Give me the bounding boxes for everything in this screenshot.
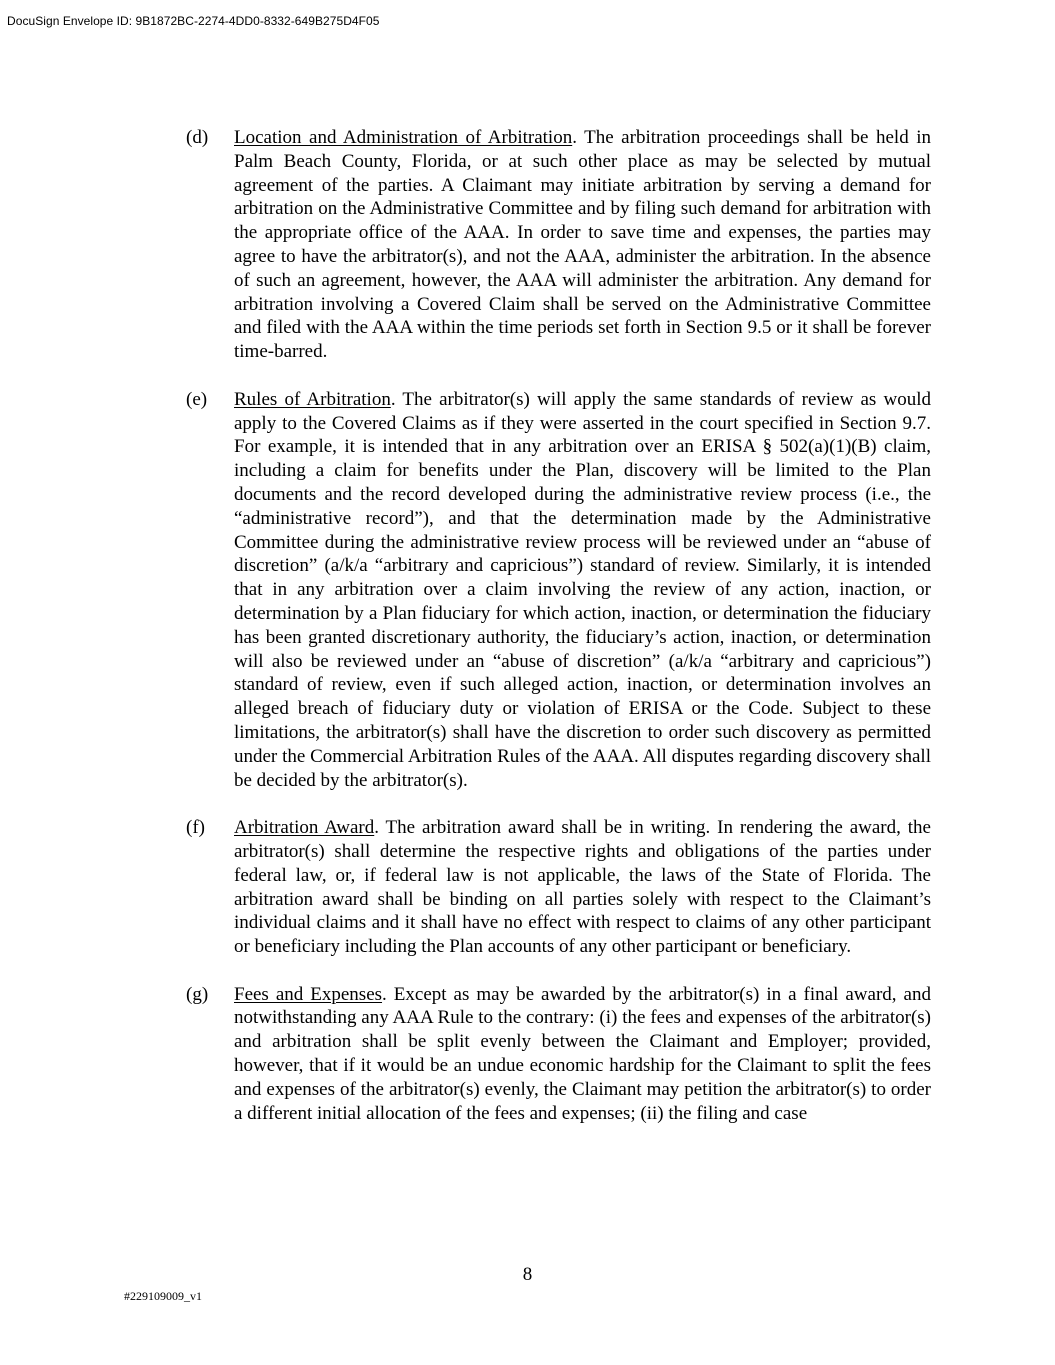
paragraph-heading: Rules of Arbitration (234, 388, 391, 410)
paragraph-heading: Location and Administration of Arbitration (234, 127, 573, 148)
paragraph-d (186, 126, 931, 364)
paragraph-text: . Except as may be awarded by the arbitrator(s) in a final award, and notwithstanding any AAA Rule to the contrary: (i) the fees and expenses of the arbitrator(s) and arbitration shall be split evenly between the Claimant and Employer; provided, however, that if it would be an undue economic hardship for the Claimant to split the fees and expenses of the arbitrator(s) evenly, the Claimant may petition the arbitrator(s) to order a different initial allocation of the fees and expenses; (ii) the filing and case (234, 983, 931, 1124)
paragraph-letter: (f) (186, 817, 205, 839)
paragraph-letter: (e) (186, 388, 208, 410)
document-body (186, 126, 931, 1149)
paragraph-g (186, 983, 931, 1126)
paragraph-text: . The arbitration proceedings shall be held in Palm Beach County, Florida, or at such other place as may be selected by mutual agreement of the parties. A Claimant may initiate arbitration by serving a demand for arbitration on the Administrative Committee and by filing such demand for arbitration with the appropriate office of the AAA. In order to save time and expenses, the parties may agree to have the arbitrator(s), and not the AAA, administer the arbitration. In the absence of such an agreement, however, the AAA will administer the arbitration. Any demand for arbitration involving a Covered Claim shall be served on the Administrative Committee and filed with the AAA within the time periods set forth in Section 9.5 or it shall be forever time-barred. (234, 127, 931, 363)
paragraph-e (186, 388, 931, 793)
paragraph-heading: Fees and Expenses (234, 983, 383, 1005)
paragraph-text: . The arbitration award shall be in writing. In rendering the award, the arbitrator(s) shall determine the respective rights and obligations of the parties under federal law, or, if federal law is not applicable, the laws of the State of Florida. The arbitration award shall be binding on all parties solely with respect to the Claimant’s individual claims and it shall have no effect with respect to claims of any other participant or beneficiary including the Plan accounts of any other participant or beneficiary. (234, 817, 931, 958)
paragraph-letter: (d) (186, 127, 209, 148)
paragraph-letter: (g) (186, 983, 209, 1005)
paragraph-heading: Arbitration Award (234, 817, 375, 839)
document-id: #229109009_v1 (124, 1289, 202, 1303)
paragraph-text: . The arbitrator(s) will apply the same standards of review as would apply to the Covered Claims as if they were asserted in the court specified in Section 9.7. For example, it is intended that in any arbitration over an ERISA § 502(a)(1)(B) claim, including a claim for benefits under the Plan, discovery will be limited to the Plan documents and the record developed during the administrative review process (i.e., the “administrative record”), and that the determination made by the Administrative Committee during the administrative review process will be reviewed under an “abuse of discretion” (a/k/a “arbitrary and capricious”) standard of review. Similarly, it is intended that in any arbitration over a claim involving the review of any action, inaction, or determination by a Plan fiduciary for which action, inaction, or determination the fiduciary has been granted discretionary authority, the fiduciary’s action, inaction, or determination will also be reviewed under an “abuse of discretion” (a/k/a “arbitrary and capricious”) standard of review, even if such alleged action, inaction, or determination involves an alleged breach of fiduciary duty or violation of ERISA or the Code. Subject to these limitations, the arbitrator(s) shall have the discretion to order such discovery as permitted under the Commercial Arbitration Rules of the AAA. All disputes regarding discovery shall be decided by the arbitrator(s). (234, 388, 931, 791)
docusign-envelope-id: DocuSign Envelope ID: 9B1872BC-2274-4DD0-8332-649B275D4F05 (7, 14, 380, 28)
page-number: 8 (522, 1264, 533, 1285)
paragraph-f (186, 816, 931, 959)
